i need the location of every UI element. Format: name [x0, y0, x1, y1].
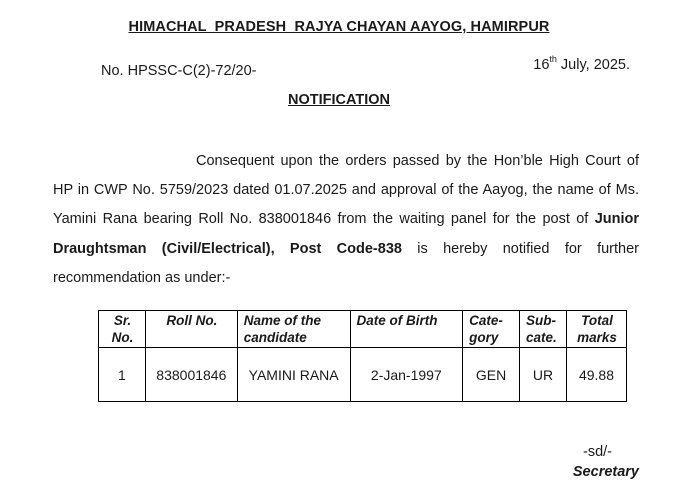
body-line-3	[53, 205, 639, 234]
body-line-4	[53, 235, 639, 264]
body-line-4-text: is hereby notified for further	[401, 240, 639, 257]
body-line-1	[53, 147, 639, 176]
header-candidate-name: Name of the candidate	[237, 311, 350, 348]
cell-sr: 1	[99, 348, 146, 402]
reference-number: No. HPSSC-C(2)-72/20-	[101, 63, 257, 79]
signatory-designation: Secretary	[572, 464, 639, 480]
cell-category: GEN	[463, 348, 520, 402]
header-roll-no: Roll No.	[145, 311, 237, 348]
header-date-of-birth: Date of Birth	[350, 311, 463, 348]
date-rest: July, 2025.	[556, 57, 630, 73]
notification-title: NOTIFICATION	[287, 92, 391, 108]
header-total-marks: Total marks	[567, 311, 627, 348]
post-name-part1: Junior	[594, 211, 639, 228]
header-category: Cate- gory	[463, 311, 520, 348]
body-line-3-text: Yamini Rana bearing Roll No. 838001846 from the waiting panel for the post of	[53, 211, 595, 228]
table-header-row	[99, 311, 627, 348]
post-name-part2: Draughtsman (Civil/Electrical), Post Code-838	[53, 240, 402, 257]
header-subcategory: Sub- cate.	[520, 311, 567, 348]
document-header: HIMACHAL PRADESH RAJYA CHAYAN AAYOG, HAMIRPUR	[128, 19, 550, 35]
cell-date-of-birth: 2-Jan-1997	[350, 348, 463, 402]
cell-subcategory: UR	[520, 348, 567, 402]
cell-candidate-name: YAMINI RANA	[237, 348, 350, 402]
header-sr-no: Sr. No.	[99, 311, 146, 348]
body-paragraph	[53, 147, 639, 293]
candidate-table	[98, 310, 627, 402]
signature-mark: -sd/-	[583, 444, 612, 460]
cell-total-marks: 49.88	[567, 348, 627, 402]
table-row	[99, 348, 627, 402]
cell-roll-no: 838001846	[145, 348, 237, 402]
date-suffix: th	[549, 54, 557, 64]
notification-date	[533, 54, 630, 73]
body-line-5: recommendation as under:-	[53, 269, 231, 286]
body-line-1-text: Consequent upon the orders passed by the Hon’ble High Court of	[196, 153, 639, 169]
date-day: 16	[533, 57, 550, 73]
body-line-2: HP in CWP No. 5759/2023 dated 01.07.2025 and approval of the Aayog, the name of Ms.	[53, 182, 639, 199]
